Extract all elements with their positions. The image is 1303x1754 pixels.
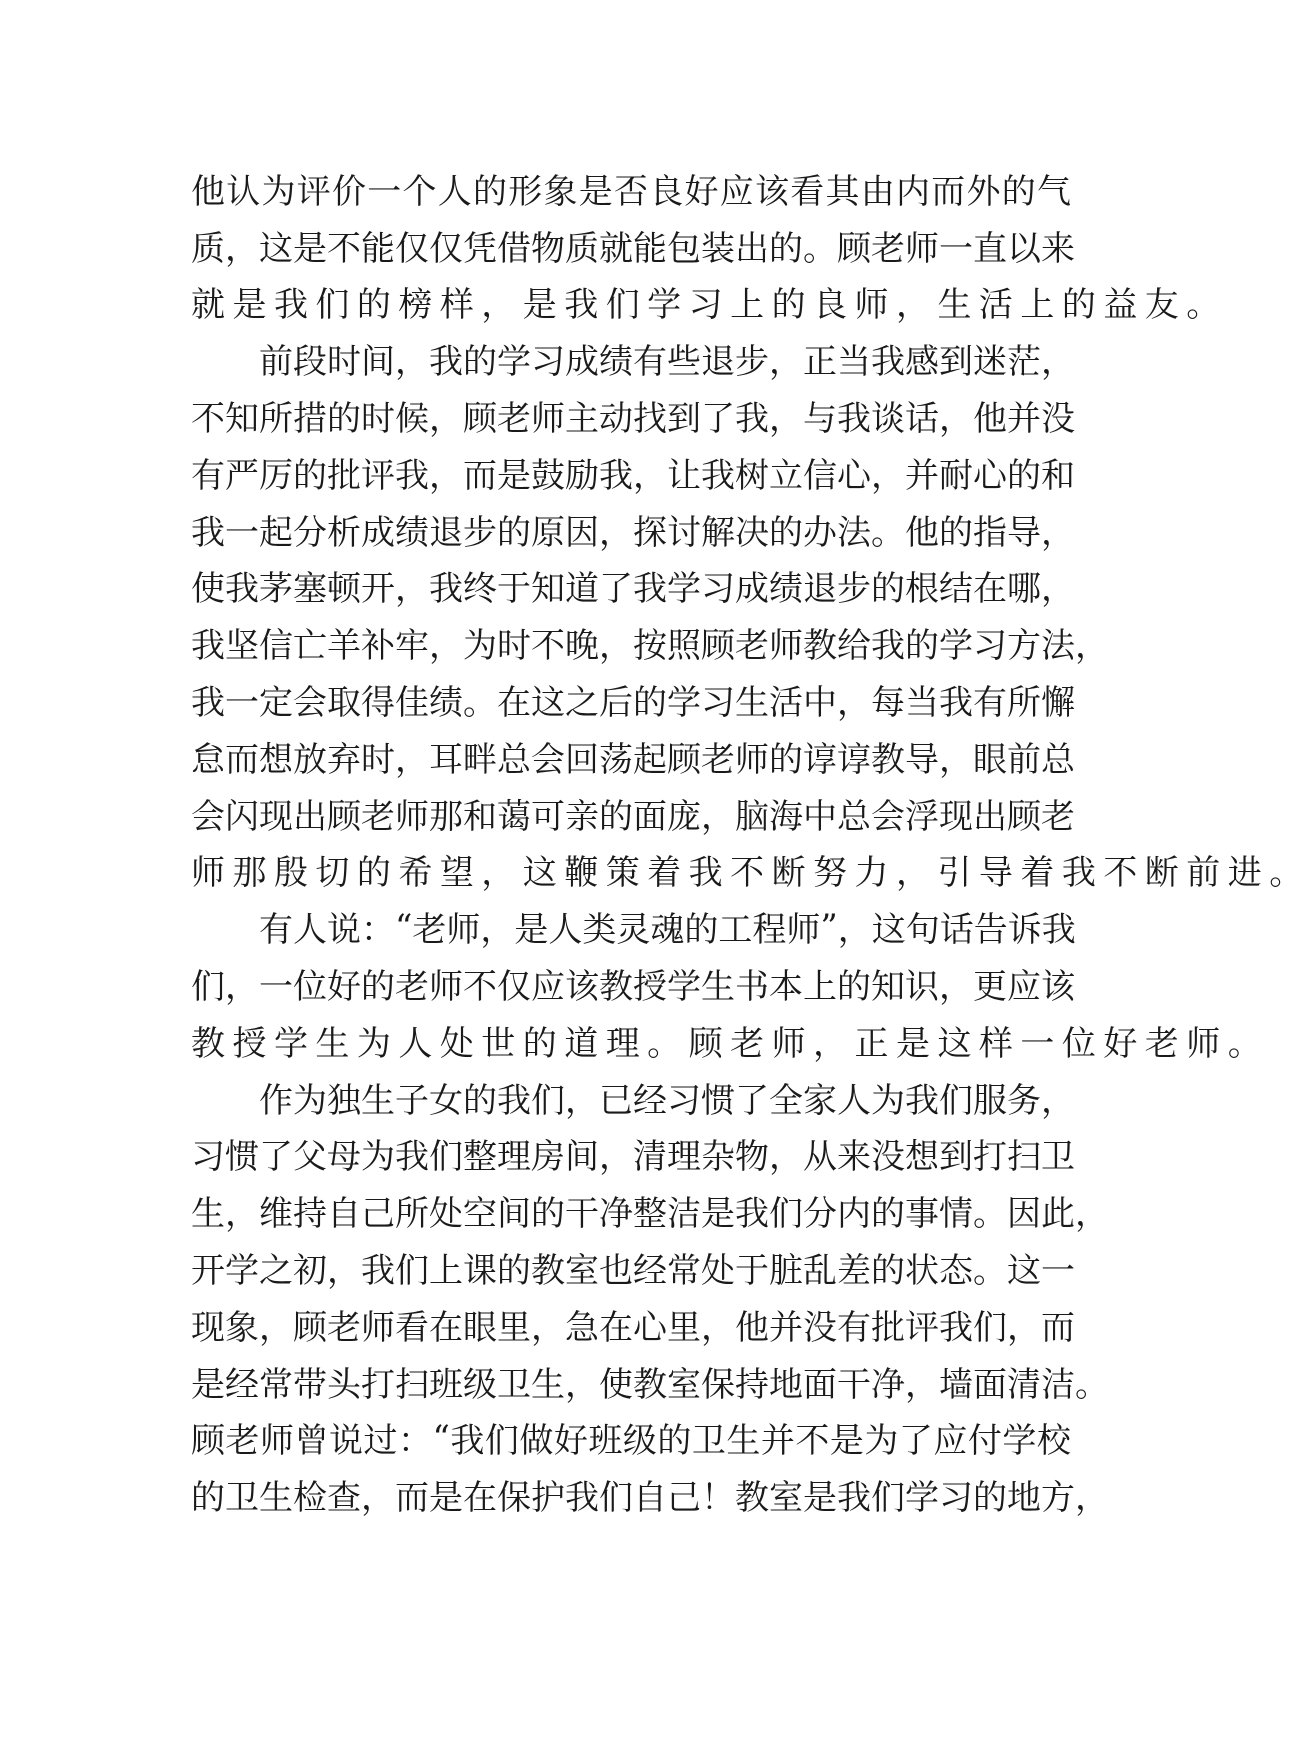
text-line: 就 是 我 们 的 榜 样 ， 是 我 们 学 习 上 的 良 师 ， 生 活 上 的 益 友 。 [191,285,1221,326]
text-line: 师 那 殷 切 的 希 望 ， 这 鞭 策 着 我 不 断 努 力 ， 引 导 着 我 不 断 前 进 。 [191,853,1303,894]
text-line: 质 ， 这 是 不 能 仅 仅 凭 借 物 质 就 能 包 装 出 的 。 顾 老 师 一 直 以 来 [191,228,1075,269]
text-line: 是 经 常 带 头 打 扫 班 级 卫 生 ， 使 教 室 保 持 地 面 干 净 ， 墙 面 清 洁 。 [191,1364,1109,1405]
text-line: 有 严 厉 的 批 评 我 ， 而 是 鼓 励 我 ， 让 我 树 立 信 心 ， 并 耐 心 的 和 [191,455,1075,496]
text-line: 们 ， 一 位 好 的 老 师 不 仅 应 该 教 授 学 生 书 本 上 的 知 识 ， 更 应 该 [191,967,1075,1008]
text-line: 我 一 起 分 析 成 绩 退 步 的 原 因 ， 探 讨 解 决 的 办 法 。 他 的 指 导 ， [191,512,1075,553]
text-line: 不 知 所 措 的 时 候 ， 顾 老 师 主 动 找 到 了 我 ， 与 我 谈 话 ， 他 并 没 [191,399,1075,440]
text-line: 我 坚 信 亡 羊 补 牢 ， 为 时 不 晚 ， 按 照 顾 老 师 教 给 我 的 学 习 方 法 ， [191,626,1109,667]
text-line: 会 闪 现 出 顾 老 师 那 和 蔼 可 亲 的 面 庞 ， 脑 海 中 总 会 浮 现 出 顾 老 [191,796,1075,837]
text-line: 教 授 学 生 为 人 处 世 的 道 理 。 顾 老 师 ， 正 是 这 样 一 位 好 老 师 。 [191,1023,1262,1064]
text-line: 使 我 茅 塞 顿 开 ， 我 终 于 知 道 了 我 学 习 成 绩 退 步 的 根 结 在 哪 ， [191,569,1075,610]
text-line: 我 一 定 会 取 得 佳 绩 。 在 这 之 后 的 学 习 生 活 中 ， 每 当 我 有 所 懈 [191,683,1075,724]
text-line: 前 段 时 间 ， 我 的 学 习 成 绩 有 些 退 步 ， 正 当 我 感 到 迷 茫 ， [259,342,1075,383]
text-line: 怠 而 想 放 弃 时 ， 耳 畔 总 会 回 荡 起 顾 老 师 的 谆 谆 教 导 ， 眼 前 总 [191,739,1075,780]
text-line: 习 惯 了 父 母 为 我 们 整 理 房 间 ， 清 理 杂 物 ， 从 来 没 想 到 打 扫 卫 [191,1137,1075,1178]
text-line: 生 ， 维 持 自 己 所 处 空 间 的 干 净 整 洁 是 我 们 分 内 的 事 情 。 因 此 ， [191,1194,1109,1235]
text-line: 顾 老 师 曾 说 过 ： “ 我 们 做 好 班 级 的 卫 生 并 不 是 为 了 应 付 学 校 [191,1417,1071,1462]
text-line: 开 学 之 初 ， 我 们 上 课 的 教 室 也 经 常 处 于 脏 乱 差 的 状 态 。 这 一 [191,1251,1075,1292]
text-line: 的 卫 生 检 查 ， 而 是 在 保 护 我 们 自 己 ！ 教 室 是 我 们 学 习 的 地 方 ， [191,1478,1109,1519]
body-text [191,160,1303,1523]
text-line: 他 认 为 评 价 一 个 人 的 形 象 是 否 良 好 应 该 看 其 由 内 而 外 的 气 [191,171,1071,212]
text-line: 有 人 说 ： “ 老 师 ， 是 人 类 灵 魂 的 工 程 师 ” ， 这 句 话 告 诉 我 [259,906,1076,951]
text-line: 作 为 独 生 子 女 的 我 们 ， 已 经 习 惯 了 全 家 人 为 我 们 服 务 ， [259,1080,1075,1121]
text-line: 现 象 ， 顾 老 师 看 在 眼 里 ， 急 在 心 里 ， 他 并 没 有 批 评 我 们 ， 而 [191,1307,1075,1348]
